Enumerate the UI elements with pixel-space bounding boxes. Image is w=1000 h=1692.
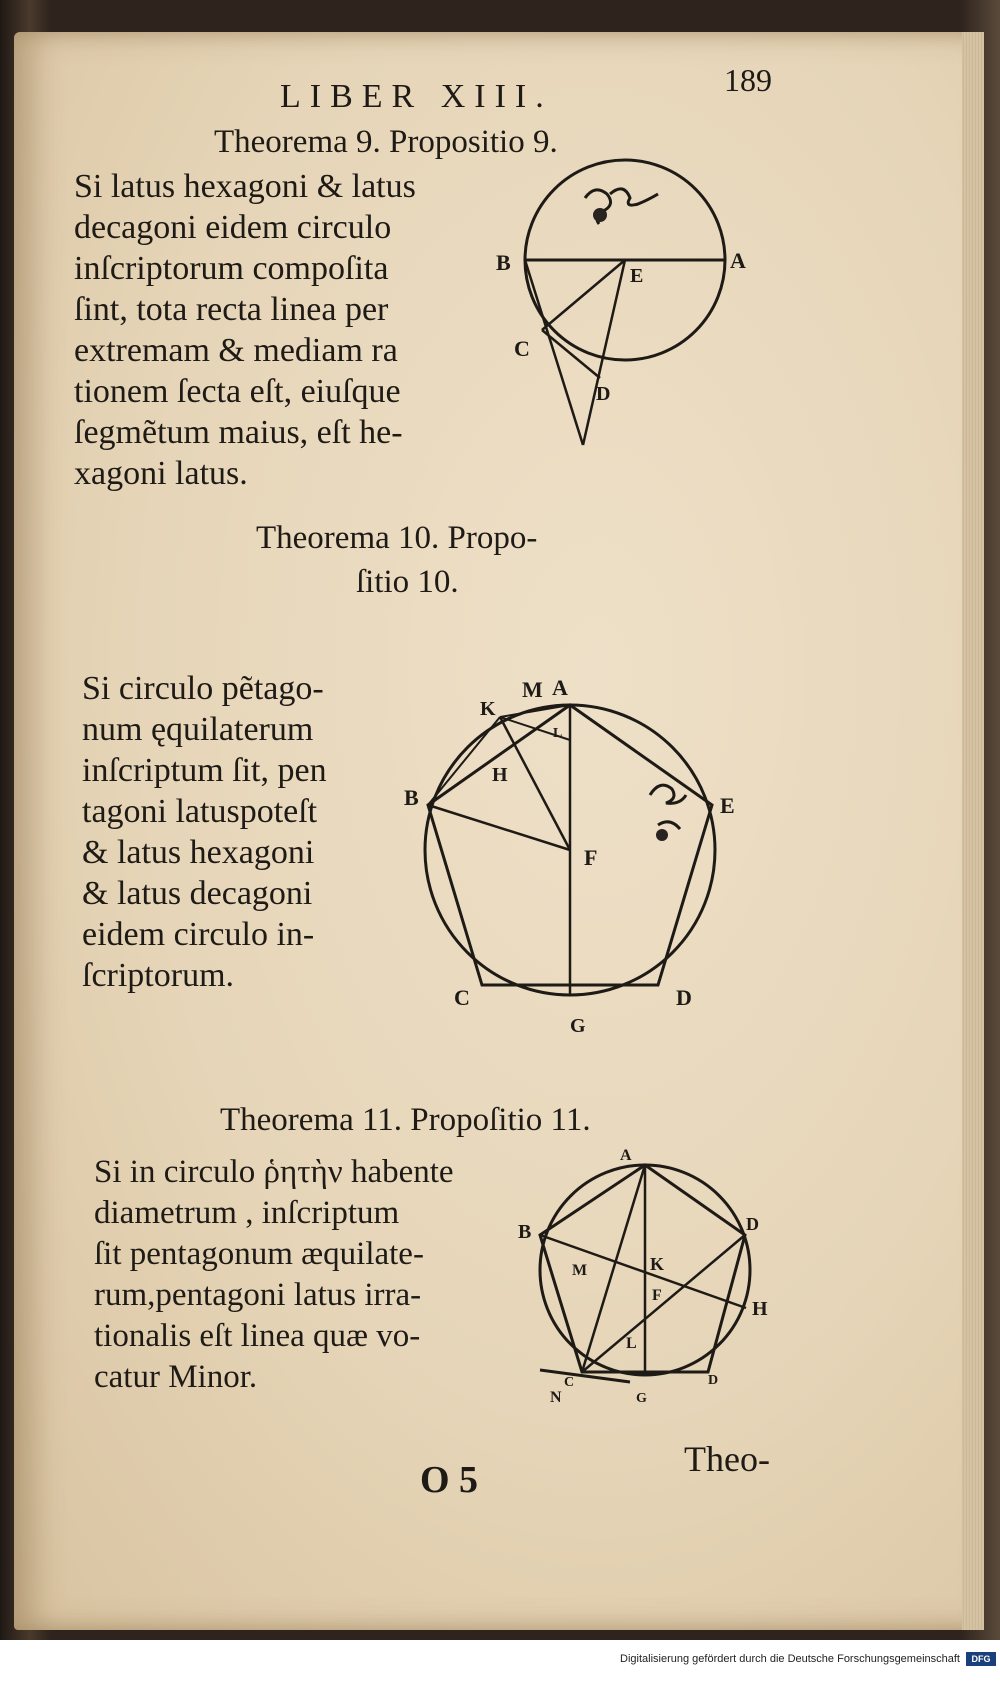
line-b-h [540,1235,746,1308]
catchword: Theo- [684,1439,770,1479]
theorem-11-figure [518,1147,780,1430]
page-edge [962,32,984,1630]
text-line: & latus decagoni [82,875,313,912]
dfg-logo: DFG [966,1652,996,1666]
label-d: D [708,1373,719,1388]
text-line: ſint, tota recta linea per [74,291,389,328]
label-f: F [652,1287,662,1304]
text-line: tagoni latuspoteſt [82,793,318,830]
text-line: diametrum , inſcriptum [94,1195,400,1231]
label-g: G [570,1015,586,1037]
theorem-10-heading-cont: ſitio 10. [356,564,459,600]
theorem-9-figure [496,160,760,460]
footer-credit: Digitalisierung gefördert durch die Deutsche Forschungsgemeinschaft [620,1653,960,1665]
label-e: E [630,265,644,287]
label-h: H [492,764,508,786]
text-line: decagoni eidem circulo [74,209,392,246]
text-line: ſegmẽtum maius, eſt he- [74,414,403,451]
theorem-9-text [74,166,416,494]
label-c: C [514,336,530,361]
running-head: LIBER XIII. [280,78,553,115]
label-d: D [676,985,692,1010]
text-line: ſit pentagonum æquilate- [94,1236,424,1272]
ornament-dot [593,208,607,222]
text-line: rum,pentagoni latus irra- [94,1277,422,1313]
label-h: H [752,1298,768,1320]
text-line: xagoni latus. [74,455,248,492]
text-line: extremam & mediam ra [74,332,398,369]
line-b-d [525,260,583,445]
label-f: F [584,845,598,870]
line-b-a [428,705,570,805]
text-line: Si circulo pẽtago- [82,670,324,707]
label-m: M [522,677,543,702]
text-line: & latus hexagoni [82,834,315,871]
text-line: catur Minor. [94,1359,258,1395]
label-l: L [553,726,563,741]
ornament-dot [656,829,668,841]
text-line: inſcriptum ſit, pen [82,752,327,789]
label-l: L [626,1335,637,1352]
signature-mark: O 5 [420,1459,479,1501]
label-c: C [454,985,470,1010]
text-line: ſcriptorum. [82,957,235,994]
text-line: Si latus hexagoni & latus [74,168,416,205]
text-line: Si in circulo ῥητὴν habente [94,1154,454,1190]
label-g: G [636,1391,647,1406]
label-k: K [480,698,496,720]
text-line: inſcriptorum compoſita [74,250,389,287]
label-k: K [650,1254,665,1274]
text-line: tionalis eſt linea quæ vo- [94,1318,421,1354]
page-number: 189 [724,62,772,98]
label-c: C [564,1375,575,1390]
printers-ornament [650,785,686,829]
text-line: num ęquilaterum [82,711,314,748]
theorem-11-text [94,1152,454,1398]
label-d-top: D [746,1214,759,1234]
text-line: eidem circulo in- [82,916,315,953]
label-e: E [720,793,735,818]
label-a: A [620,1147,632,1164]
label-d: D [596,383,611,405]
theorem-10-heading: Theorema 10. Propo- [256,520,538,556]
digitization-footer [0,1640,1000,1692]
theorem-11-heading: Theorema 11. Propoſitio 11. [220,1102,591,1138]
theorem-10-text [82,668,327,996]
theorem-9-heading: Theorema 9. Propositio 9. [214,124,558,160]
label-b: B [518,1221,532,1243]
label-a: A [552,675,568,700]
label-a: A [730,248,746,273]
theorem-10-figure [404,675,750,1037]
label-m: M [572,1262,588,1279]
label-b: B [496,250,511,275]
label-n: N [550,1389,562,1406]
label-b: B [404,785,419,810]
text-line: tionem ſecta eſt, eiuſque [74,373,401,410]
